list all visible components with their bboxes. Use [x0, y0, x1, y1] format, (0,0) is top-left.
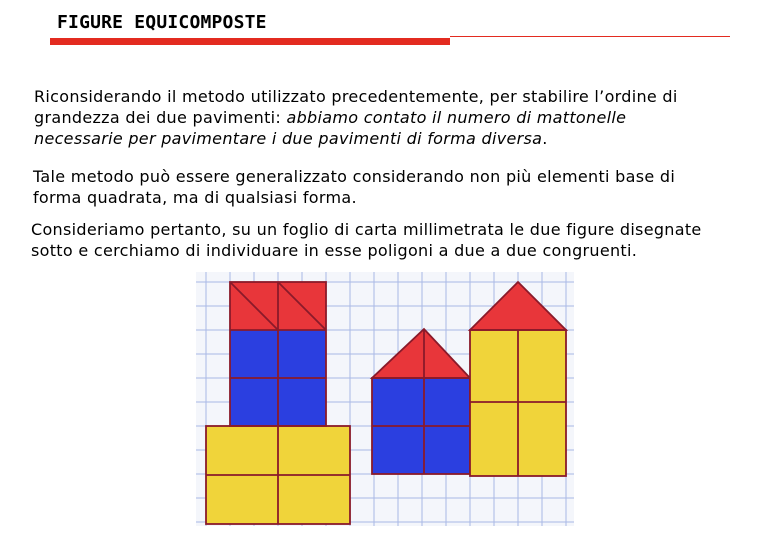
slide-title: FIGURE EQUICOMPOSTE [57, 12, 267, 33]
p1-line1: Riconsiderando il metodo utilizzato precedentemente, per stabilire l’ordine di [34, 87, 678, 106]
p1-line2-italic: abbiamo contato il numero di mattonelle [286, 108, 627, 127]
p1-line3-end: . [542, 129, 548, 148]
p3-line2: sotto e cerchiamo di individuare in esse poligoni a due a due congruenti. [31, 241, 638, 260]
p1-line2-start: grandezza dei due pavimenti: [34, 108, 287, 127]
title-underline-rule [450, 36, 730, 37]
paragraph-metodo [34, 86, 754, 149]
equicomposed-figures-drawing [196, 272, 574, 526]
p2-line1: Tale metodo può essere generalizzato considerando non più elementi base di [33, 167, 676, 186]
p3-line1: Consideriamo pertanto, su un foglio di carta millimetrata le due figure disegnate [31, 220, 702, 239]
p2-line2: forma quadrata, ma di qualsiasi forma. [33, 188, 357, 207]
paragraph-generalizzazione [33, 166, 753, 208]
paragraph-consideriamo [31, 219, 776, 261]
title-underline-bar [50, 38, 450, 45]
p1-line3-italic: necessarie per pavimentare i due pavimenti di forma diversa [34, 129, 543, 148]
